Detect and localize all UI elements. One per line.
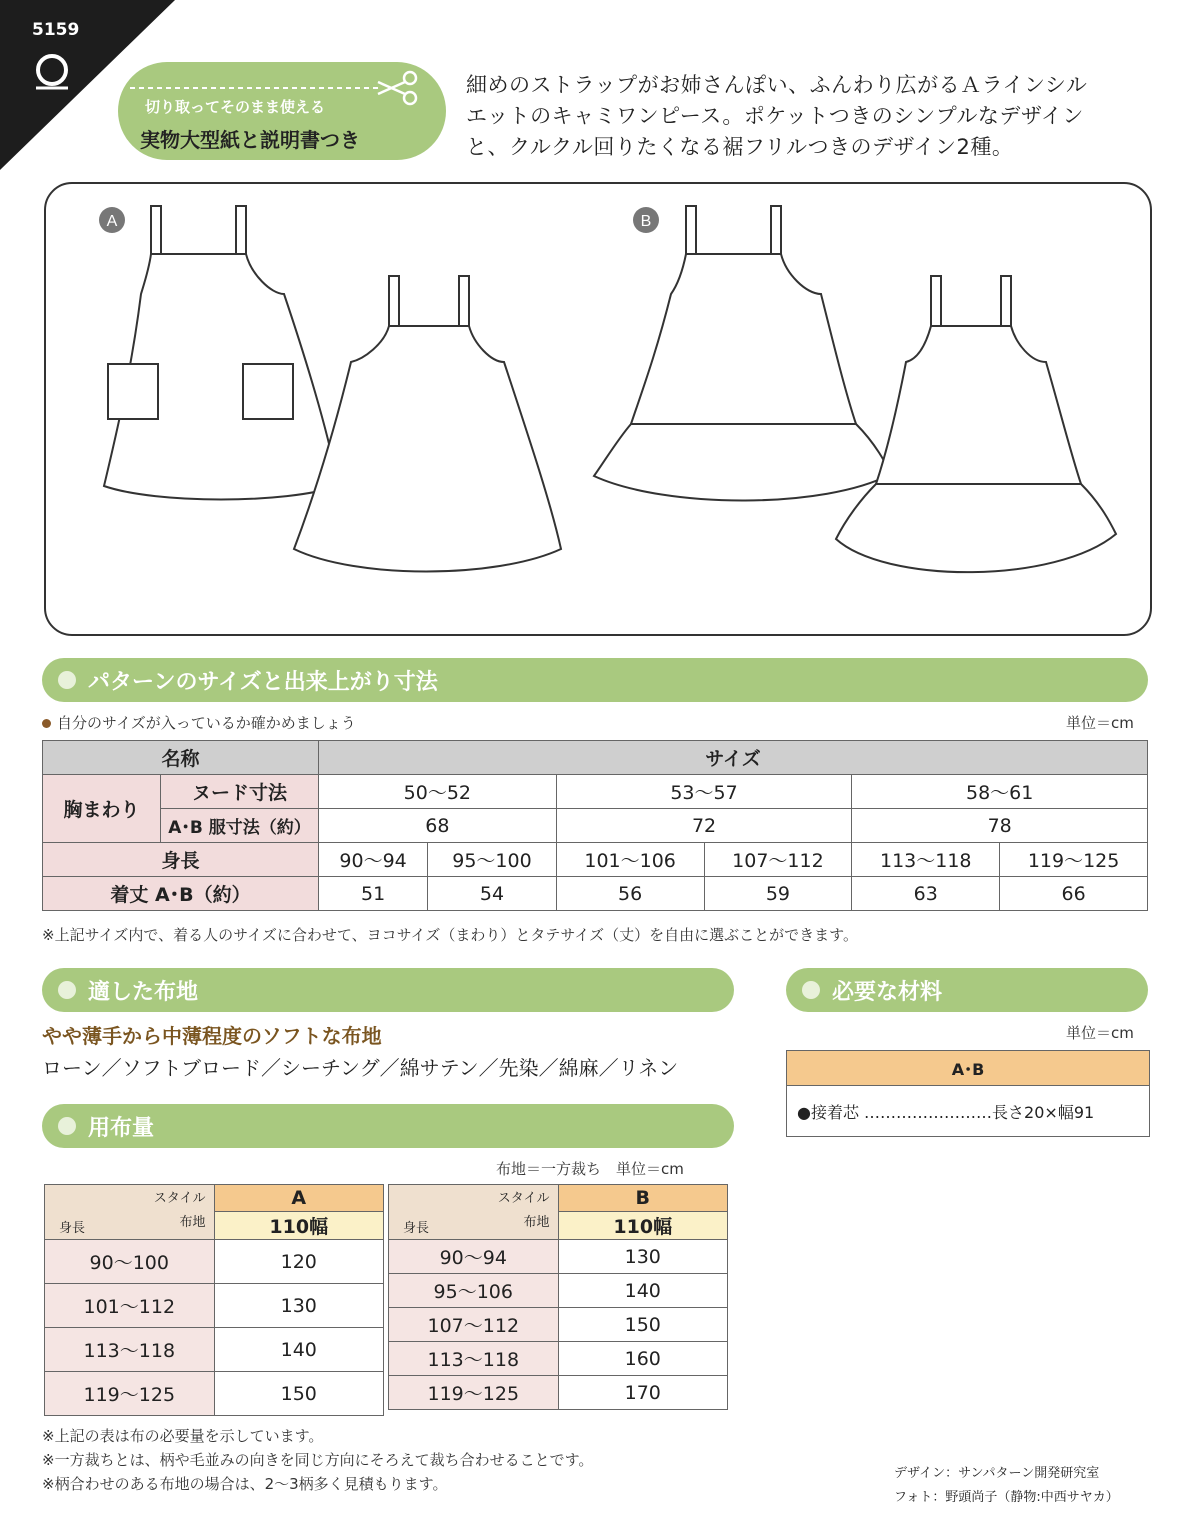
yardage-notes	[42, 1424, 593, 1496]
dress-a-front-icon	[104, 206, 338, 500]
table-row	[43, 741, 1148, 775]
chest-label: 胸まわり	[43, 775, 161, 843]
fabric-section-title: 適した布地	[88, 979, 199, 1005]
size-footnote: ※上記サイズ内で、着る人のサイズに合わせて、ヨコサイズ（まわり）とタテサイズ（丈）を自由に選ぶことができます。	[42, 926, 858, 944]
nude-label: ヌード寸法	[161, 775, 319, 809]
cut-line	[130, 86, 380, 90]
materials-header: A･B	[787, 1051, 1150, 1086]
garment-value: 68	[319, 809, 557, 843]
size-note	[42, 712, 356, 733]
yardage-section-title: 用布量	[88, 1115, 155, 1141]
table-corner-cell	[45, 1185, 215, 1240]
height-cell: 119〜125	[389, 1376, 559, 1410]
bullet-icon	[58, 671, 76, 689]
height-cell: 107〜112	[389, 1308, 559, 1342]
table-row	[389, 1185, 728, 1212]
materials-section-title: 必要な材料	[832, 979, 943, 1005]
length-value: 63	[852, 877, 1000, 911]
illustration-panel	[44, 182, 1152, 636]
yardage-table-b	[388, 1184, 728, 1410]
label-a-text: A	[106, 213, 118, 230]
scissors-icon	[370, 70, 424, 110]
col-size: サイズ	[319, 741, 1148, 775]
fabric-label: 布地	[523, 1215, 550, 1230]
height-label: 身長	[403, 1221, 430, 1236]
materials-table	[786, 1050, 1150, 1137]
badge-title: 実物大型紙と説明書つき	[140, 128, 360, 152]
value-cell: 130	[558, 1240, 727, 1274]
style-label: スタイル	[153, 1191, 206, 1206]
col-name: 名称	[43, 741, 319, 775]
bullet-icon	[58, 981, 76, 999]
height-cell: 90〜100	[45, 1240, 215, 1284]
length-value: 54	[428, 877, 557, 911]
length-value: 56	[556, 877, 704, 911]
table-row	[389, 1308, 728, 1342]
height-cell: 113〜118	[45, 1328, 215, 1372]
value-cell: 120	[214, 1240, 383, 1284]
value-cell: 140	[558, 1274, 727, 1308]
garment-value: 78	[852, 809, 1148, 843]
table-row	[45, 1284, 384, 1328]
credit-photo: フォト：野頭尚子（静物:中西サヤカ）	[894, 1490, 1119, 1505]
height-value: 113〜118	[852, 843, 1000, 877]
length-label: 着丈 A･B（約）	[43, 877, 319, 911]
value-cell: 150	[214, 1372, 383, 1416]
materials-unit: 単位＝cm	[1066, 1024, 1134, 1042]
dress-illustrations	[46, 184, 1150, 634]
value-cell: 160	[558, 1342, 727, 1376]
bullet-icon	[58, 1117, 76, 1135]
height-cell: 113〜118	[389, 1342, 559, 1376]
bullet-dot-icon	[42, 719, 51, 728]
materials-item: ●接着芯 ……………………長さ20×幅91	[787, 1086, 1150, 1137]
intro-text	[466, 70, 1146, 163]
table-row	[389, 1342, 728, 1376]
table-row	[43, 877, 1148, 911]
credits	[894, 1462, 1119, 1510]
fabric-label: 布地	[179, 1215, 206, 1230]
length-value: 66	[1000, 877, 1148, 911]
nude-value: 53〜57	[556, 775, 852, 809]
height-label: 身長	[59, 1221, 86, 1236]
fabric-list: ローン／ソフトブロード／シーチング／綿サテン／先染／綿麻／リネン	[42, 1056, 679, 1080]
table-row	[389, 1376, 728, 1410]
fabric-section-header	[42, 968, 734, 1012]
table-row	[45, 1328, 384, 1372]
height-value: 107〜112	[704, 843, 852, 877]
style-b: B	[558, 1185, 727, 1212]
width-b: 110幅	[558, 1212, 727, 1240]
height-value: 90〜94	[319, 843, 428, 877]
value-cell: 130	[214, 1284, 383, 1328]
length-value: 59	[704, 877, 852, 911]
dress-b-back-icon	[836, 276, 1116, 572]
nude-value: 50〜52	[319, 775, 557, 809]
height-label: 身長	[43, 843, 319, 877]
dress-b-front-icon	[594, 206, 891, 501]
table-row	[43, 775, 1148, 809]
table-row	[45, 1240, 384, 1284]
label-a-icon	[99, 207, 125, 233]
value-cell: 140	[214, 1328, 383, 1372]
table-row	[43, 843, 1148, 877]
value-cell: 170	[558, 1376, 727, 1410]
nude-value: 58〜61	[852, 775, 1148, 809]
style-label: スタイル	[497, 1191, 550, 1206]
height-cell: 90〜94	[389, 1240, 559, 1274]
length-value: 51	[319, 877, 428, 911]
credit-design: デザイン：サンパターン開発研究室	[894, 1466, 1100, 1481]
garment-label: A･B 服寸法（約）	[161, 809, 319, 843]
table-row	[787, 1051, 1150, 1086]
table-corner-cell	[389, 1185, 559, 1240]
garment-value: 72	[556, 809, 852, 843]
style-a: A	[214, 1185, 383, 1212]
yardage-table-a	[44, 1184, 384, 1416]
height-value: 119〜125	[1000, 843, 1148, 877]
size-section-header	[42, 658, 1148, 702]
table-row	[43, 809, 1148, 843]
table-row	[787, 1086, 1150, 1137]
intro-line: エットのキャミワンピース。ポケットつきのシンプルなデザイン	[466, 104, 1084, 128]
height-cell: 119〜125	[45, 1372, 215, 1416]
size-note-text: 自分のサイズが入っているか確かめましょう	[57, 714, 356, 732]
badge-subtitle: 切り取ってそのまま使える	[145, 98, 326, 116]
intro-line: と、クルクル回りたくなる裾フリルつきのデザイン2種。	[466, 135, 1014, 159]
intro-line: 細めのストラップがお姉さんぽい、ふんわり広がるＡラインシル	[466, 73, 1088, 97]
table-row	[45, 1372, 384, 1416]
yardage-note: ※柄合わせのある布地の場合は、2〜3柄多く見積もります。	[42, 1475, 448, 1493]
bullet-icon	[802, 981, 820, 999]
size-unit: 単位＝cm	[1066, 714, 1134, 732]
materials-section-header	[786, 968, 1148, 1012]
value-cell: 150	[558, 1308, 727, 1342]
height-cell: 95〜106	[389, 1274, 559, 1308]
table-row	[389, 1240, 728, 1274]
height-cell: 101〜112	[45, 1284, 215, 1328]
yardage-note: ※上記の表は布の必要量を示しています。	[42, 1427, 324, 1445]
table-row	[45, 1185, 384, 1212]
dress-a-back-icon	[294, 276, 561, 572]
table-row	[389, 1274, 728, 1308]
size-section-title: パターンのサイズと出来上がり寸法	[88, 669, 438, 695]
height-value: 101〜106	[556, 843, 704, 877]
yardage-section-header	[42, 1104, 734, 1148]
yardage-unit: 布地＝一方裁ち 単位＝cm	[496, 1160, 684, 1178]
pattern-code: 5159	[32, 20, 80, 40]
width-a: 110幅	[214, 1212, 383, 1240]
label-b-text: B	[640, 213, 652, 230]
fabric-subtitle: やや薄手から中薄程度のソフトな布地	[42, 1024, 382, 1048]
label-b-icon	[633, 207, 659, 233]
size-table	[42, 740, 1148, 911]
yardage-note: ※一方裁ちとは、柄や毛並みの向きを同じ方向にそろえて裁ち合わせることです。	[42, 1451, 594, 1469]
height-value: 95〜100	[428, 843, 557, 877]
